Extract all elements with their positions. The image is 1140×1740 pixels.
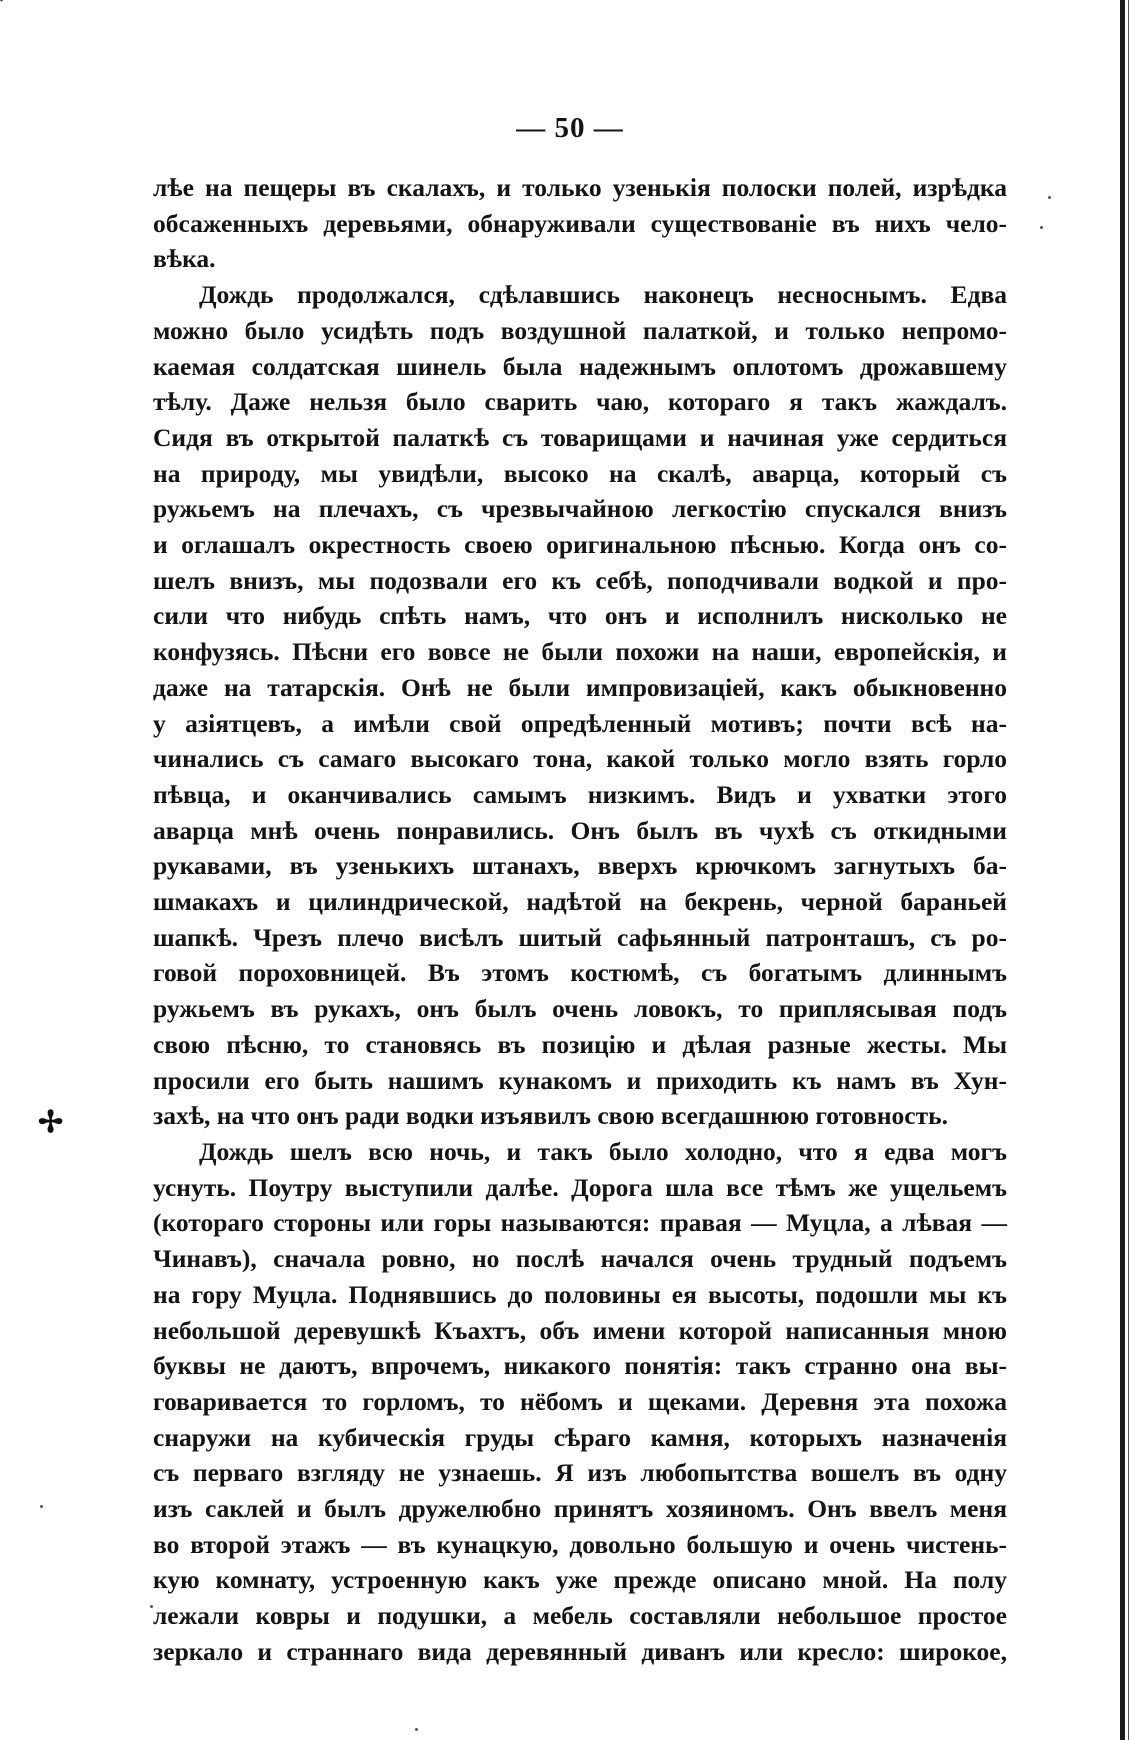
- text-line: Чинавъ), сначала ровно, но послѣ начался очень трудный подъемъ: [153, 1244, 1007, 1274]
- text-line: конфузясь. Пѣсни его вовсе не были похожи на наши, европейскія, и: [153, 637, 1007, 667]
- text-line: на природу, мы увидѣли, высоко на скалѣ, аварца, который съ: [153, 458, 1007, 488]
- text-line: снаружи на кубическія груды сѣраго камня, которыхъ назначенія: [153, 1422, 1007, 1452]
- text-line: говой пороховницей. Въ этомъ костюмѣ, съ богатымъ длиннымъ: [153, 958, 1007, 988]
- text-line: аварца мнѣ очень понравились. Онъ былъ въ чухѣ съ откидными: [153, 815, 1007, 845]
- text-line: чинались съ самаго высокаго тона, какой только могло взять горло: [153, 744, 1007, 774]
- text-line: у азіятцевъ, а имѣли свой опредѣленный мотивъ; почти всѣ на-: [153, 708, 1007, 738]
- scan-speck: [1048, 196, 1051, 199]
- text-line: шмакахъ и цилиндрической, надѣтой на бекрень, черной бараньей: [153, 887, 1007, 917]
- page-edge-shadow: [1120, 0, 1125, 1740]
- text-line: съ перваго взгляду не узнаешь. Я изъ любопытства вошелъ въ одну: [153, 1458, 1007, 1488]
- text-line: вѣка.: [153, 244, 216, 274]
- text-line: Дождь продолжался, сдѣлавшись наконецъ несноснымъ. Едва: [199, 280, 1007, 310]
- text-line: можно было усидѣть подъ воздушной палаткой, и только непромо-: [153, 315, 1007, 345]
- margin-ink-mark: ✢: [38, 1106, 64, 1139]
- text-line: кую комнату, устроенную какъ уже прежде описано мной. На полу: [153, 1565, 1007, 1595]
- scan-speck: [415, 1728, 418, 1731]
- text-line: пѣвца, и оканчивались самымъ низкимъ. Видъ и ухватки этого: [153, 779, 1007, 809]
- text-line: каемая солдатская шинель была надежнымъ оплотомъ дрожавшему: [153, 351, 1007, 381]
- text-line: изъ саклей и былъ дружелюбно принятъ хозяиномъ. Онъ ввелъ меня: [153, 1494, 1007, 1524]
- page-number: — 50 —: [516, 112, 624, 144]
- text-line: лежали ковры и подушки, а мебель составляли небольшое простое: [153, 1601, 1007, 1631]
- text-line: во второй этажъ — въ кунацкую, довольно большую и очень чистень-: [153, 1529, 1007, 1559]
- text-line: сили что нибудь спѣть намъ, что онъ и исполнилъ нисколько не: [153, 601, 1007, 631]
- scan-speck: [1040, 226, 1043, 229]
- text-line: ружьемъ на плечахъ, съ чрезвычайною легкостію спускался внизъ: [153, 494, 1007, 524]
- text-line: буквы не даютъ, впрочемъ, никакого понятія: такъ странно она вы-: [153, 1351, 1007, 1381]
- scan-speck: [40, 1505, 43, 1508]
- text-line: тѣлу. Даже нельзя было сварить чаю, котораго я такъ жаждалъ.: [153, 387, 1007, 417]
- text-line: уснуть. Поутру выступили далѣе. Дорога шла все тѣмъ же ущельемъ: [153, 1172, 1007, 1202]
- text-line: свою пѣсню, то становясь въ позицію и дѣлая разные жесты. Мы: [153, 1029, 1007, 1059]
- text-line: говаривается то горломъ, то нёбомъ и щеками. Деревня эта похожа: [153, 1386, 1007, 1416]
- text-line: даже на татарскія. Онѣ не были импровизацiей, какъ обыкновенно: [153, 672, 1007, 702]
- page-edge-line: [1128, 0, 1129, 1740]
- text-line: ружьемъ въ рукахъ, онъ былъ очень ловокъ, то приплясывая подъ: [153, 994, 1007, 1024]
- text-line: рукавами, въ узенькихъ штанахъ, вверхъ крючкомъ загнутыхъ ба-: [153, 851, 1007, 881]
- text-line: просили его быть нашимъ кунакомъ и приходить къ намъ въ Хун-: [153, 1065, 1007, 1095]
- text-line: Сидя въ открытой палаткѣ съ товарищами и начиная уже сердиться: [153, 422, 1007, 452]
- text-line: Дождь шелъ всю ночь, и такъ было холодно, что я едва могъ: [199, 1136, 1007, 1166]
- text-line: небольшой деревушкѣ Къахтъ, объ имени которой написанныя мною: [153, 1315, 1007, 1345]
- text-line: шелъ внизъ, мы подозвали его къ себѣ, поподчивали водкой и про-: [153, 565, 1007, 595]
- scan-speck: [150, 1605, 153, 1608]
- text-line: и оглашалъ окрестность своею оригинальною пѣснью. Когда онъ со-: [153, 530, 1007, 560]
- text-line: на гору Муцла. Поднявшись до половины ея высоты, подошли мы къ: [153, 1279, 1007, 1309]
- body-text: [153, 170, 1007, 1670]
- text-line: (котораго стороны или горы называются: правая — Муцла, а лѣвая —: [153, 1208, 1007, 1238]
- text-line: обсаженныхъ деревьями, обнаруживали существованіе въ нихъ чело-: [153, 208, 1007, 238]
- text-line: лѣе на пещеры въ скалахъ, и только узенькія полоски полей, изрѣдка: [153, 173, 1007, 202]
- text-line: захѣ, на что онъ ради водки изъявилъ свою всегдашнюю готовность.: [153, 1101, 949, 1131]
- text-line: зеркало и страннаго вида деревянный диванъ или кресло: широкое,: [153, 1636, 1007, 1666]
- text-line: шапкѣ. Чрезъ плечо висѣлъ шитый сафьянный патронташъ, съ ро-: [153, 922, 1007, 952]
- corner-scan-mark: [0, 0, 23, 2]
